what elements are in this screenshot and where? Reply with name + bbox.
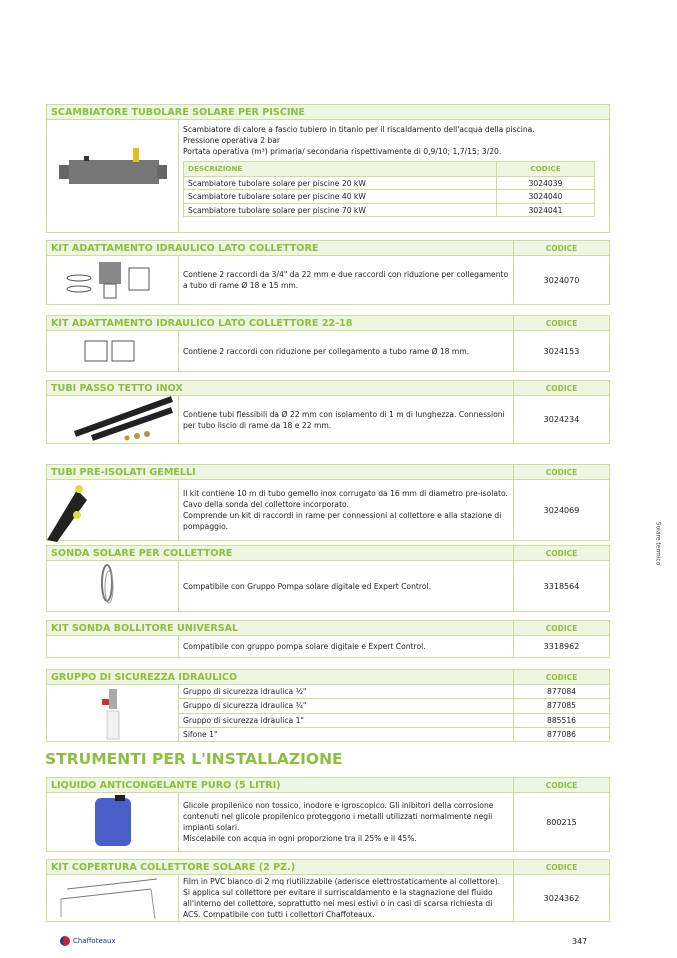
section-heading: STRUMENTI PER L'INSTALLAZIONE [45,750,343,768]
desc-line: Portata operativa (m³) primaria/ secondaria rispettivamente di 0,9/10; 1,7/15; 3/20. [183,147,502,156]
section-title: KIT ADATTAMENTO IDRAULICO LATO COLLETTORE 22-18 [51,318,353,329]
description: Contiene 2 raccordi con riduzione per collegamento a tubo rame Ø 18 mm. [183,346,470,356]
product-code: 3024362 [513,875,609,921]
section-title: KIT ADATTAMENTO IDRAULICO LATO COLLETTORE [51,243,319,254]
code-label: CODICE [513,860,609,874]
section-title: KIT COPERTURA COLLETTORE SOLARE (2 PZ.) [51,862,296,873]
description: Contiene tubi flessibili da Ø 22 mm con isolamento di 1 m di lunghezza. Connessioni per tubo liscio di rame da 18 e 22 mm. [183,409,505,430]
table-header: DESCRIZIONE CODICE [184,162,594,176]
product-code: 3024153 [513,331,609,371]
description: Contiene 2 raccordi da 3/4" da 22 mm e due raccordi con riduzione per collegamento a tubo di rame Ø 18 e 15 mm. [183,270,509,290]
table-row: Gruppo di sicurezza idraulica 1" 885516 [179,713,609,727]
code-label: CODICE [513,381,609,395]
pipes-image [47,396,179,443]
code-label: CODICE [513,670,609,684]
section-liquido-anticongelante [46,777,610,852]
code-label: CODICE [513,621,609,635]
section-title: SONDA SOLARE PER COLLETTORE [51,548,233,559]
code-label: CODICE [513,465,609,479]
section-title: SCAMBIATORE TUBOLARE SOLARE PER PISCINE [51,107,305,118]
product-table [183,161,595,217]
table-row: Scambiatore tubolare solare per piscine 70 kW 3024041 [184,203,594,217]
description: Film in PVC bianco di 2 mq riutilizzabile (aderisce elettrostaticamente al collettore). Si applica sul collettore per evitare il surriscaldamento e la stagnazione del fluido all'interno del collettore, soprattutto nei mesi estivi o in casi di scarsa richiesta di ACS. Compatibile con tutti i collettori Chaffoteaux. [183,877,501,919]
code-label: CODICE [513,778,609,792]
desc-line: Il kit contiene 10 m di tubo gemello inox corrugato da 16 mm di diametro pre-isolato. [183,489,508,498]
brand-name: Chaffoteaux [73,937,116,945]
section-sonda-bollitore [46,620,610,658]
description: Compatibile con Gruppo Pompa solare digitale ed Expert Control. [183,581,431,591]
canister-image [47,793,179,851]
section-kit-adattamento [46,240,610,305]
section-gruppo-sicurezza [46,669,610,742]
table-row: Scambiatore tubolare solare per piscine 20 kW 3024039 [184,176,594,190]
section-title: TUBI PRE-ISOLATI GEMELLI [51,467,196,478]
code-label: CODICE [513,546,609,560]
description [179,793,513,851]
desc-line: Miscelabile con acqua in ogni proporzione tra il 25% e il 45%. [183,834,417,843]
heat-exchanger-image [47,120,179,232]
description [179,480,513,540]
side-label: Solare termico [654,521,662,566]
table-row: Gruppo di sicurezza idraulica ½" 877084 [179,685,609,698]
table-row: Sifone 1" 877086 [179,727,609,741]
code-label: CODICE [513,241,609,255]
section-sonda-collettore [46,545,610,612]
chaffoteaux-logo-icon [60,936,70,946]
product-code: 3024234 [513,396,609,443]
section-title: KIT SONDA BOLLITORE UNIVERSAL [51,623,239,634]
section-title: GRUPPO DI SICUREZZA IDRAULICO [51,672,238,683]
sensor-cable-image [47,561,179,611]
desc-line: Scambiatore di calore a fascio tubiero in titanio per il riscaldamento dell'acqua della piscina. [183,125,535,134]
section-title: TUBI PASSO TETTO INOX [51,383,183,394]
safety-valve-image [47,685,179,741]
product-code: 800215 [513,793,609,851]
description: Compatibile con gruppo pompa solare digitale e Expert Control. [183,642,426,651]
image-cell [47,636,179,657]
desc-line: Glicole propilenico non tossico, inodore e igroscopico. Gli inibitori della corrosione contenuti nel glicole propilenico proteggono i metalli utilizzati normalmente negli impianti solari. [183,801,494,832]
desc-line: Comprende un kit di raccordi in rame per connessioni al collettore e alla stazione di pompaggio. [183,511,502,531]
page-number: 347 [572,937,588,946]
footer-logo [60,936,116,946]
section-kit-22-18 [46,315,610,372]
section-scambiatore [46,104,610,233]
product-code: 3024069 [513,480,609,540]
twin-pipes-image [47,480,179,540]
product-code: 3318962 [513,636,609,657]
desc-line: Pressione operativa 2 bar [183,136,281,145]
section-tubi-passo-tetto [46,380,610,444]
section-tubi-gemelli [46,464,610,541]
code-label: CODICE [513,316,609,330]
table-row: Gruppo di sicurezza idraulica ¾" 877085 [179,698,609,712]
desc-line: Cavo della sonda del collettore incorporato. [183,500,349,509]
fittings-image [47,256,179,304]
cover-film-image [47,875,179,921]
fittings-image [47,331,179,371]
product-code: 3318564 [513,561,609,611]
section-kit-copertura [46,859,610,922]
section-title: LIQUIDO ANTICONGELANTE PURO (5 LITRI) [51,780,281,791]
table-row: Scambiatore tubolare solare per piscine 40 kW 3024040 [184,189,594,203]
product-code: 3024070 [513,256,609,304]
